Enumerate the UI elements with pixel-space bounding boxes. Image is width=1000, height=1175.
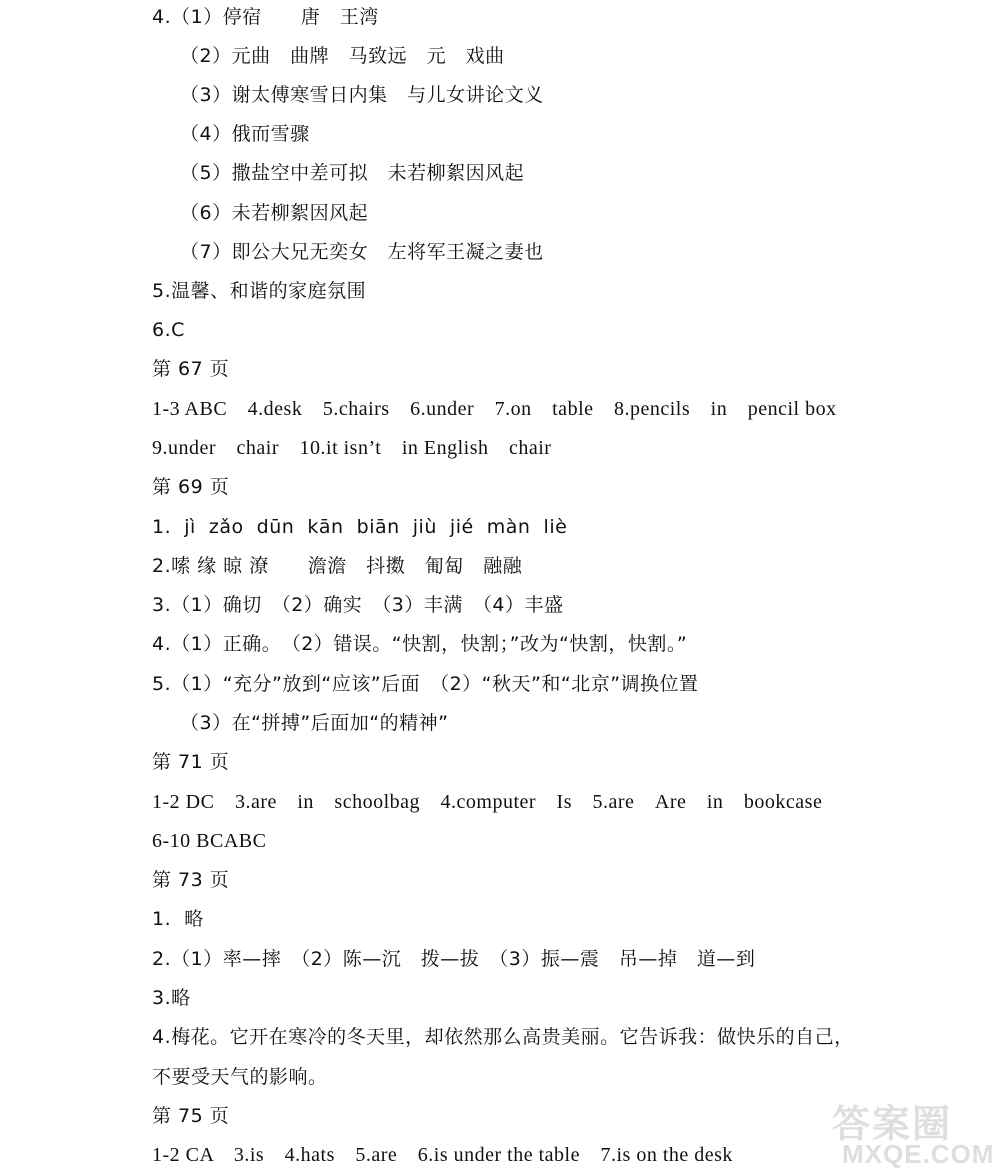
answer-line-4-6: （6）未若柳絮因风起 <box>180 202 369 224</box>
answer-line-69-2: 2.嗦 缘 晾 潦 澹澹 抖擞 匍匐 融融 <box>152 555 523 577</box>
answer-line-73-4b: 不要受天气的影响。 <box>152 1066 328 1088</box>
page-heading-75: 第 75 页 <box>152 1105 230 1127</box>
answer-line-73-1: 1. 略 <box>152 908 204 930</box>
answer-line-4-2: （2）元曲 曲牌 马致远 元 戏曲 <box>180 45 505 67</box>
answer-line-4-1: 4.（1）停宿 唐 王湾 <box>152 6 379 28</box>
answer-line-73-3: 3.略 <box>152 987 191 1009</box>
answer-line-73-2: 2.（1）率—摔 （2）陈—沉 拨—拔 （3）振—震 吊—掉 道—到 <box>152 948 756 970</box>
answer-line-6: 6.C <box>152 319 185 341</box>
watermark-cn-text: 答案圈 <box>832 1102 953 1146</box>
answer-line-4-3: （3）谢太傅寒雪日内集 与儿女讲论文义 <box>180 84 544 106</box>
answer-line-69-5-3: （3）在“拼搏”后面加“的精神” <box>180 712 449 734</box>
answer-line-73-4a: 4.梅花。它开在寒冷的冬天里，却依然那么高贵美丽。它告诉我：做快乐的自己， <box>152 1026 854 1048</box>
watermark-logo <box>824 1093 994 1171</box>
page-heading-73: 第 73 页 <box>152 869 230 891</box>
answer-line-69-4: 4.（1）正确。 （2）错误。“快割，快割；”改为“快割，快割。” <box>152 633 688 655</box>
answer-line-75-a: 1-2 CA 3.is 4.hats 5.are 6.is under the table 7.is on the desk <box>152 1144 733 1166</box>
answer-line-67-b: 9.under chair 10.it isn’t in English chair <box>152 437 552 459</box>
page-heading-67: 第 67 页 <box>152 358 230 380</box>
answer-line-71-b: 6-10 BCABC <box>152 830 267 852</box>
answer-line-69-3: 3.（1）确切 （2）确实 （3）丰满 （4）丰盛 <box>152 594 564 616</box>
answer-line-69-1: 1. jì zǎo dūn kān biān jiù jié màn liè <box>152 516 568 538</box>
page-heading-69: 第 69 页 <box>152 476 230 498</box>
answer-line-5: 5.温馨、和谐的家庭氛围 <box>152 280 367 302</box>
answer-line-4-4: （4）俄而雪骤 <box>180 123 310 145</box>
answer-line-4-5: （5）撒盐空中差可拟 未若柳絮因风起 <box>180 162 525 184</box>
page-heading-71: 第 71 页 <box>152 751 230 773</box>
answer-line-71-a: 1-2 DC 3.are in schoolbag 4.computer Is 5.are Are in bookcase <box>152 791 823 813</box>
answer-line-4-7: （7）即公大兄无奕女 左将军王凝之妻也 <box>180 241 544 263</box>
watermark-en-text: MXQE.COM <box>842 1139 995 1169</box>
answer-line-69-5: 5.（1）“充分”放到“应该”后面 （2）“秋天”和“北京”调换位置 <box>152 673 699 695</box>
answer-line-67-a: 1-3 ABC 4.desk 5.chairs 6.under 7.on table 8.pencils in pencil box <box>152 398 837 420</box>
